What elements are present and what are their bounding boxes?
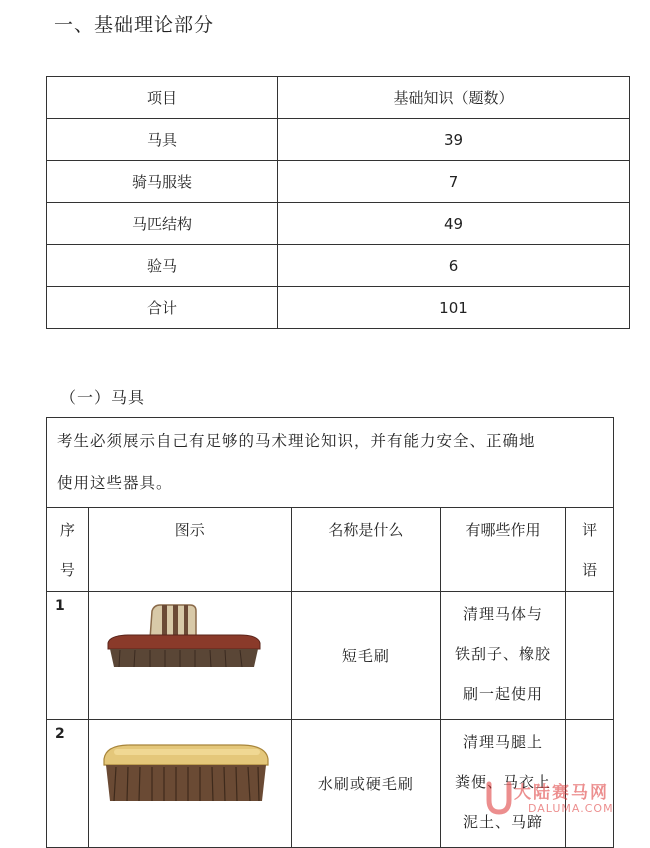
table-row: [47, 119, 630, 161]
row-name: 水刷或硬毛刷: [291, 720, 440, 848]
row-function: [440, 720, 565, 848]
function-line: 清理马腿上: [463, 733, 544, 751]
short-bristle-brush-icon: [90, 601, 290, 681]
row-count: 49: [278, 203, 630, 245]
row-item: 马匹结构: [47, 203, 278, 245]
row-function: [440, 592, 565, 720]
table-row-total: [47, 287, 630, 329]
table-row: [47, 161, 630, 203]
function-line: 刷一起使用: [463, 685, 544, 703]
intro-line: 使用这些器具。: [57, 474, 173, 492]
tack-intro: [47, 418, 614, 508]
header-item: 项目: [47, 77, 278, 119]
tack-header-row: [47, 508, 614, 592]
header-index-char: 序: [59, 521, 75, 539]
tack-table: [46, 417, 614, 848]
table-header-row: [47, 77, 630, 119]
header-image: 图示: [88, 508, 291, 592]
header-count: 基础知识（题数）: [278, 77, 630, 119]
summary-table: [46, 76, 630, 329]
row-name: 短毛刷: [291, 592, 440, 720]
row-count: 6: [278, 245, 630, 287]
row-comment: [566, 720, 614, 848]
header-comment: [566, 508, 614, 592]
section-title: 一、基础理论部分: [54, 14, 215, 36]
table-row: [47, 592, 614, 720]
row-item: 骑马服装: [47, 161, 278, 203]
watermark-sub: DALUMA.COM: [528, 802, 614, 815]
header-index-char: 号: [59, 561, 75, 579]
row-image: [88, 720, 291, 848]
function-line: 清理马体与: [463, 605, 544, 623]
row-item: 马具: [47, 119, 278, 161]
function-line: 铁刮子、橡胶: [455, 645, 552, 663]
header-name: 名称是什么: [291, 508, 440, 592]
row-index: 2: [47, 720, 89, 848]
header-index: [47, 508, 89, 592]
table-row: [47, 203, 630, 245]
intro-line: 考生必须展示自己有足够的马术理论知识，并有能力安全、正确地: [57, 432, 536, 450]
table-row: [47, 245, 630, 287]
header-comment-char: 评: [582, 521, 598, 539]
header-comment-char: 语: [582, 561, 598, 579]
table-row: [47, 720, 614, 848]
row-count: 7: [278, 161, 630, 203]
watermark-text: 大陆赛马网: [514, 783, 609, 803]
function-line: 粪便、马衣上: [455, 773, 552, 791]
row-item: 验马: [47, 245, 278, 287]
row-count: 39: [278, 119, 630, 161]
row-index: 1: [47, 592, 89, 720]
header-function: 有哪些作用: [440, 508, 565, 592]
row-comment: [566, 592, 614, 720]
row-count: 101: [278, 287, 630, 329]
function-line: 泥土、马蹄: [463, 813, 544, 831]
subsection-title: （一）马具: [60, 388, 146, 407]
hard-bristle-brush-icon: [90, 731, 290, 821]
row-image: [88, 592, 291, 720]
row-item: 合计: [47, 287, 278, 329]
